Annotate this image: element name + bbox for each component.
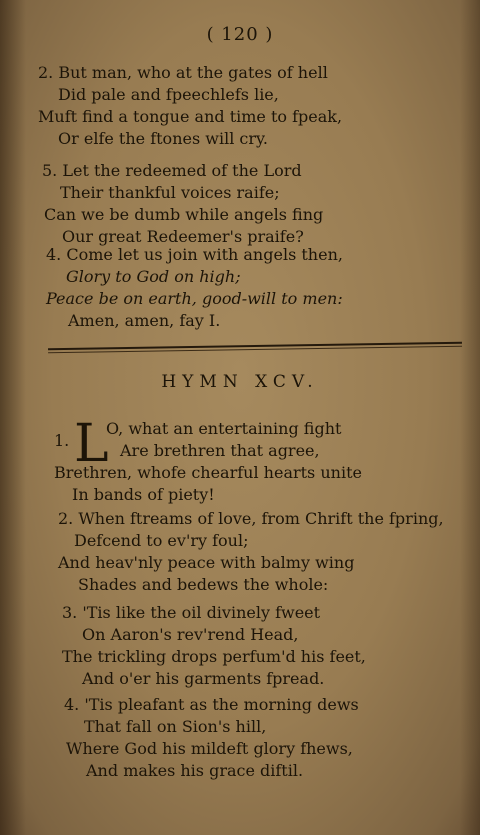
verse-line: That fall on Sion's hill, <box>84 717 267 736</box>
verse-line: Shades and bedews the whole: <box>78 575 329 594</box>
verse-line: 5. Let the redeemed of the Lord <box>42 161 302 180</box>
verse <box>58 508 444 596</box>
verse-line: O, what an entertaining fight <box>106 419 342 438</box>
verse <box>54 414 362 506</box>
verse-line: Their thankful voices raife; <box>60 183 280 202</box>
verse-line: 2. When ftreams of love, from Chrift the fpring, <box>58 509 444 528</box>
verse-line: And o'er his garments fpread. <box>82 669 325 688</box>
verse-line: Are brethren that agree, <box>120 441 320 460</box>
verse-line: 4. 'Tis pleafant as the morning dews <box>64 695 359 714</box>
verse-line: Defcend to ev'ry foul; <box>74 531 249 550</box>
verse-line: Where God his mildeft glory fhews, <box>66 739 353 758</box>
page-number: ( 120 ) <box>206 24 274 45</box>
verse-line: The trickling drops perfum'd his feet, <box>62 647 366 666</box>
verse-line: Brethren, whofe chearful hearts unite <box>54 463 362 482</box>
verse-line: In bands of piety! <box>72 485 215 504</box>
verse-line: Can we be dumb while angels fing <box>44 205 324 224</box>
verse <box>62 602 366 690</box>
verse-line: Glory to God on high; <box>66 267 241 286</box>
verse-line: On Aaron's rev'rend Head, <box>82 625 299 644</box>
verse-line: Did pale and fpeechlefs lie, <box>58 85 279 104</box>
verse <box>46 244 343 332</box>
verse-line: And heav'nly peace with balmy wing <box>58 553 355 572</box>
hymn-title: HYMN XCV. <box>161 372 319 392</box>
drop-cap-letter: L <box>74 414 109 474</box>
verse-line: Amen, amen, fay I. <box>68 311 221 330</box>
verse-line: Muft find a tongue and time to fpeak, <box>38 107 343 126</box>
verse <box>42 160 323 248</box>
verse-line: And makes his grace diftil. <box>86 761 304 780</box>
verse-line: 2. But man, who at the gates of hell <box>38 63 328 82</box>
verse-line: Or elfe the ftones will cry. <box>58 129 268 148</box>
verse-line: Peace be on earth, good-will to men: <box>46 289 343 308</box>
verse-line: Our great Redeemer's praife? <box>62 227 304 246</box>
verse-line: 4. Come let us join with angels then, <box>46 245 343 264</box>
section-divider-rule <box>48 342 462 351</box>
verse <box>64 694 359 782</box>
verse <box>38 62 342 150</box>
verse-number: 1. <box>54 431 70 450</box>
verse-line: 3. 'Tis like the oil divinely fweet <box>62 603 321 622</box>
